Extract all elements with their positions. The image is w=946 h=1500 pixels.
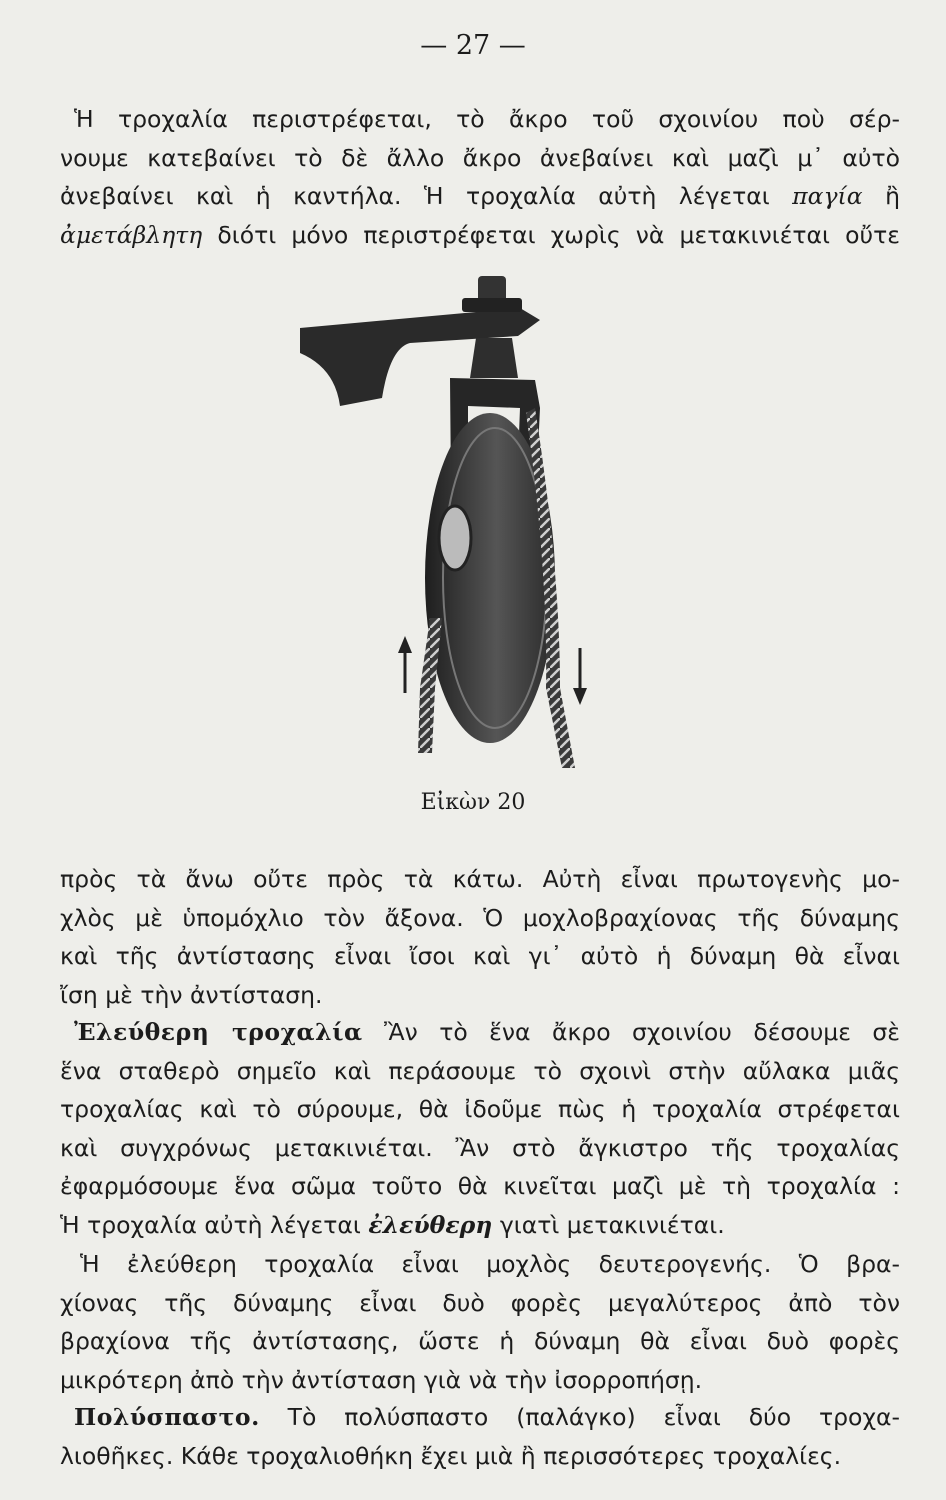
text-line: λιοθῆκες. Κάθε τροχαλιοθήκη ἔχει μιὰ ἢ περισσότερες τροχαλίες. — [60, 1441, 842, 1470]
text-line: νουμε κατεβαίνει τὸ δὲ ἄλλο ἄκρο ἀνεβαίνει καὶ μαζὶ μ᾽ αὐτὸ — [60, 143, 900, 172]
axle-hub — [439, 506, 471, 570]
text-line: χίονας τῆς δύναμης εἶναι δυὸ φορὲς μεγαλύτερος ἀπὸ τὸν — [60, 1288, 900, 1317]
fixed-pulley-illustration — [290, 268, 630, 773]
text-line — [60, 1206, 900, 1245]
text-line: καὶ τῆς ἀντίστασης εἶναι ἴσοι καὶ γι᾽ αὐτὸ ἡ δύναμη θὰ εἶναι — [60, 942, 900, 971]
text-fragment: Τὸ πολύσπαστο (παλάγκο) εἶναι δύο τροχα- — [287, 1403, 900, 1431]
text-line — [60, 1398, 900, 1437]
term-free: ἐλεύθερη — [368, 1210, 493, 1239]
text-line: ἴση μὲ τὴν ἀντίσταση. — [60, 980, 323, 1009]
text-line: τροχαλίας καὶ τὸ σύρουμε, θὰ ἰδοῦμε πὼς ἡ τροχαλία στρέφεται — [60, 1095, 900, 1124]
paragraph-primary-lever — [60, 860, 900, 1014]
text-fragment: ἀνεβαίνει καὶ ἡ καντήλα. Ἡ τροχαλία αὐτὴ λέγεται — [60, 182, 770, 211]
swivel-neck — [470, 338, 518, 378]
text-line: ἕνα σταθερὸ σημεῖο καὶ περάσουμε τὸ σχοινὶ στὴν αὔλακα μιᾶς — [60, 1056, 900, 1085]
text-line: Ἡ τροχαλία περιστρέφεται, τὸ ἄκρο τοῦ σχοινίου ποὺ σέρ- — [74, 105, 900, 133]
heading-block-and-tackle: Πολύσπαστο. — [74, 1403, 260, 1431]
text-line — [60, 1013, 900, 1052]
text-fragment: ἢ — [885, 182, 900, 211]
arrow-up-head — [398, 636, 412, 653]
text-line: χλὸς μὲ ὑπομόχλιο τὸν ἄξονα. Ὁ μοχλοβραχίονας τῆς δύναμης — [60, 903, 900, 932]
text-fragment: Ἂν τὸ ἕνα ἄκρο σχοινίου δέσουμε σὲ — [384, 1018, 900, 1046]
text-line: Ἡ ἐλεύθερη τροχαλία εἶναι μοχλὸς δευτερογενής. Ὁ βρα- — [80, 1250, 900, 1278]
figure-caption: Εἰκὼν 20 — [420, 790, 526, 815]
text-line: βραχίονα τῆς ἀντίστασης, ὥστε ἡ δύναμη θὰ εἶναι δυὸ φορὲς — [60, 1327, 900, 1356]
bolt-nut — [462, 298, 522, 312]
text-line: ἐφαρμόσουμε ἕνα σῶμα τοῦτο θὰ κινεῖται μαζὶ μὲ τὴ τροχαλία : — [60, 1172, 900, 1201]
paragraph-secondary-lever — [60, 1245, 900, 1399]
rope-left — [418, 618, 442, 753]
text-line: καὶ συγχρόνως μετακινιέται. Ἂν στὸ ἄγκιστρο τῆς τροχαλίας — [60, 1133, 900, 1162]
page-number: — 27 — — [420, 30, 526, 61]
term-immovable: ἀμετάβλητη — [60, 220, 203, 249]
heading-free-pulley: Ἐλεύθερη τροχαλία — [74, 1018, 363, 1046]
paragraph-free-pulley — [60, 1013, 900, 1245]
text-fragment: Ἡ τροχαλία αὐτὴ λέγεται — [60, 1210, 361, 1239]
text-fragment: διότι μόνο περιστρέφεται χωρὶς νὰ μετακινιέται οὔτε — [217, 220, 900, 249]
text-line: πρὸς τὰ ἄνω οὔτε πρὸς τὰ κάτω. Αὐτὴ εἶναι πρωτογενὴς μο- — [60, 865, 900, 893]
paragraph-block-and-tackle — [60, 1398, 900, 1475]
text-line — [60, 216, 900, 255]
text-line — [60, 177, 900, 216]
paragraph-fixed-pulley — [60, 100, 900, 254]
term-fixed: παγία — [792, 182, 863, 211]
arrow-down-head — [573, 688, 587, 705]
text-line: μικρότερη ἀπὸ τὴν ἀντίσταση γιὰ νὰ τὴν ἰσορροπήσῃ. — [60, 1365, 703, 1394]
text-fragment: γιατὶ μετακινιέται. — [499, 1210, 725, 1239]
